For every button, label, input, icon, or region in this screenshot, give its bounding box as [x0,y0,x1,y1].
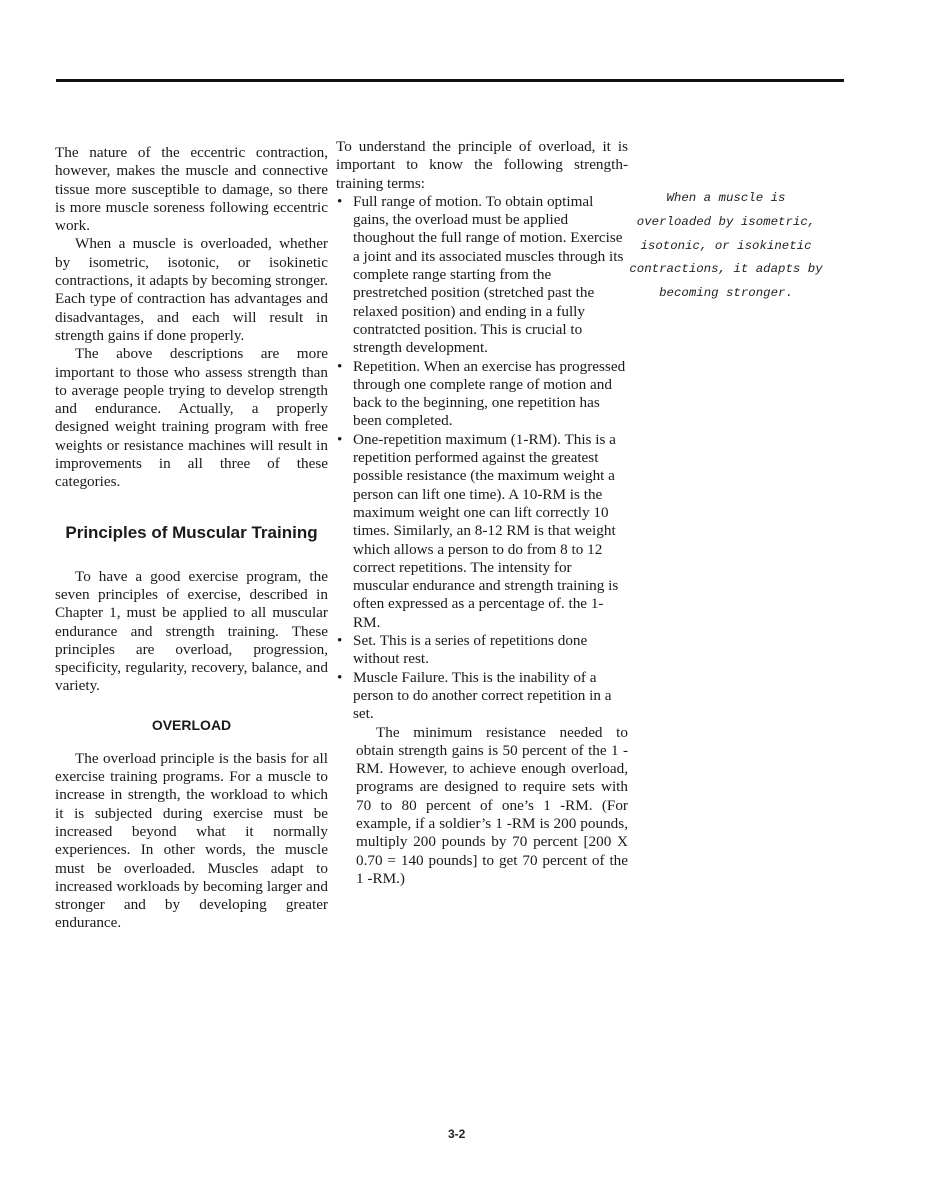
bullet-icon: • [337,357,343,375]
bullet-icon: • [337,668,343,686]
paragraph-eccentric: The nature of the eccentric contraction, however, makes the muscle and connective tissue more susceptible to damage, so there is more muscle soreness following eccentric work. [55,144,328,235]
term-one-repetition-maximum: • One-repetition maximum (1-RM). This is a repetition performed against the greatest possible resistance (the maximum weight a person can lift one time). A 10-RM is the maximum weight one can lift correctly 10 times. Similarly, an 8-12 RM is that weight which allows a person to do from 8 to 12 correct repetitions. The intensity for muscular endurance and strength training is often expressed as a percentage of. the 1-RM. [337,430,619,631]
subsection-heading-overload: OVERLOAD [151,716,232,733]
term-full-range-of-motion: • Full range of motion. To obtain optimal gains, the overload must be applied thoughout the full range of motion. Exercise a joint and its associated muscles through its complete range starting from the prestretched position (stretched past the relaxed position) and ending in a fully contratcted position. This is crucial to strength development. [337,192,624,357]
terms-intro: To understand the principle of overload, it is important to know the following strength-training terms: [336,138,628,192]
paragraph-overloaded-adapts: When a muscle is overloaded, whether by isometric, isotonic, or isokinetic contractions, it adapts by becoming stronger. Each type of contraction has advantages and disadvantages, and each will result in strength gains if done properly. [55,235,328,344]
bullet-icon: • [337,192,343,210]
paragraph-descriptions: The above descriptions are more important to those who assess strength than to average people trying to develop strength and endurance. Actually, a properly designed weight training program with free weights or resistance machines will result in improvements in all three of these categories. [55,345,328,491]
paragraph-principles: To have a good exercise program, the seven principles of exercise, described in Chapter 1, must be applied to all muscular endurance and strength training. These principles are overload, progression, specificity, regularity, recovery, balance, and variety. [55,567,328,695]
section-heading: Principles of Muscular Training [65,522,318,542]
bullet-icon: • [337,632,343,650]
margin-note: When a muscle is overloaded by isometric, isotonic, or isokinetic contractions, it adapts by becoming stronger. [629,191,823,301]
header-rule [56,79,844,82]
term-muscle-failure: • Muscle Failure. This is the inability of a person to do another correct repetition in a set. [337,668,612,723]
terms-list [336,193,628,724]
term-repetition: • Repetition. When an exercise has progressed through one complete range of motion and back to the beginning, one repetition has been completed. [337,357,626,430]
page-number: 3-2 [448,1127,466,1141]
paragraph-overload-principle: The overload principle is the basis for all exercise training programs. For a muscle to increase in strength, the workload to which it is subjected during exercise must be increased beyond what it normally experiences. In other words, the muscle must be overloaded. Muscles adapt to increased workloads by becoming larger and stronger and by developing greater endurance. [55,749,328,932]
paragraph-minimum-resistance: The minimum resistance needed to obtain strength gains is 50 percent of the 1 -RM. However, to achieve enough overload, programs are designed to require sets with 70 to 80 percent of one’s 1 -RM. (For example, if a soldier’s 1 -RM is 200 pounds, multiply 200 pounds by 70 percent [200 X 0.70 = 140 pounds] to get 70 percent of the 1 -RM.) [356,723,628,887]
term-set: • Set. This is a series of repetitions done without rest. [337,632,588,668]
middle-column [336,138,628,888]
bullet-icon: • [337,430,343,448]
left-column [55,144,328,933]
